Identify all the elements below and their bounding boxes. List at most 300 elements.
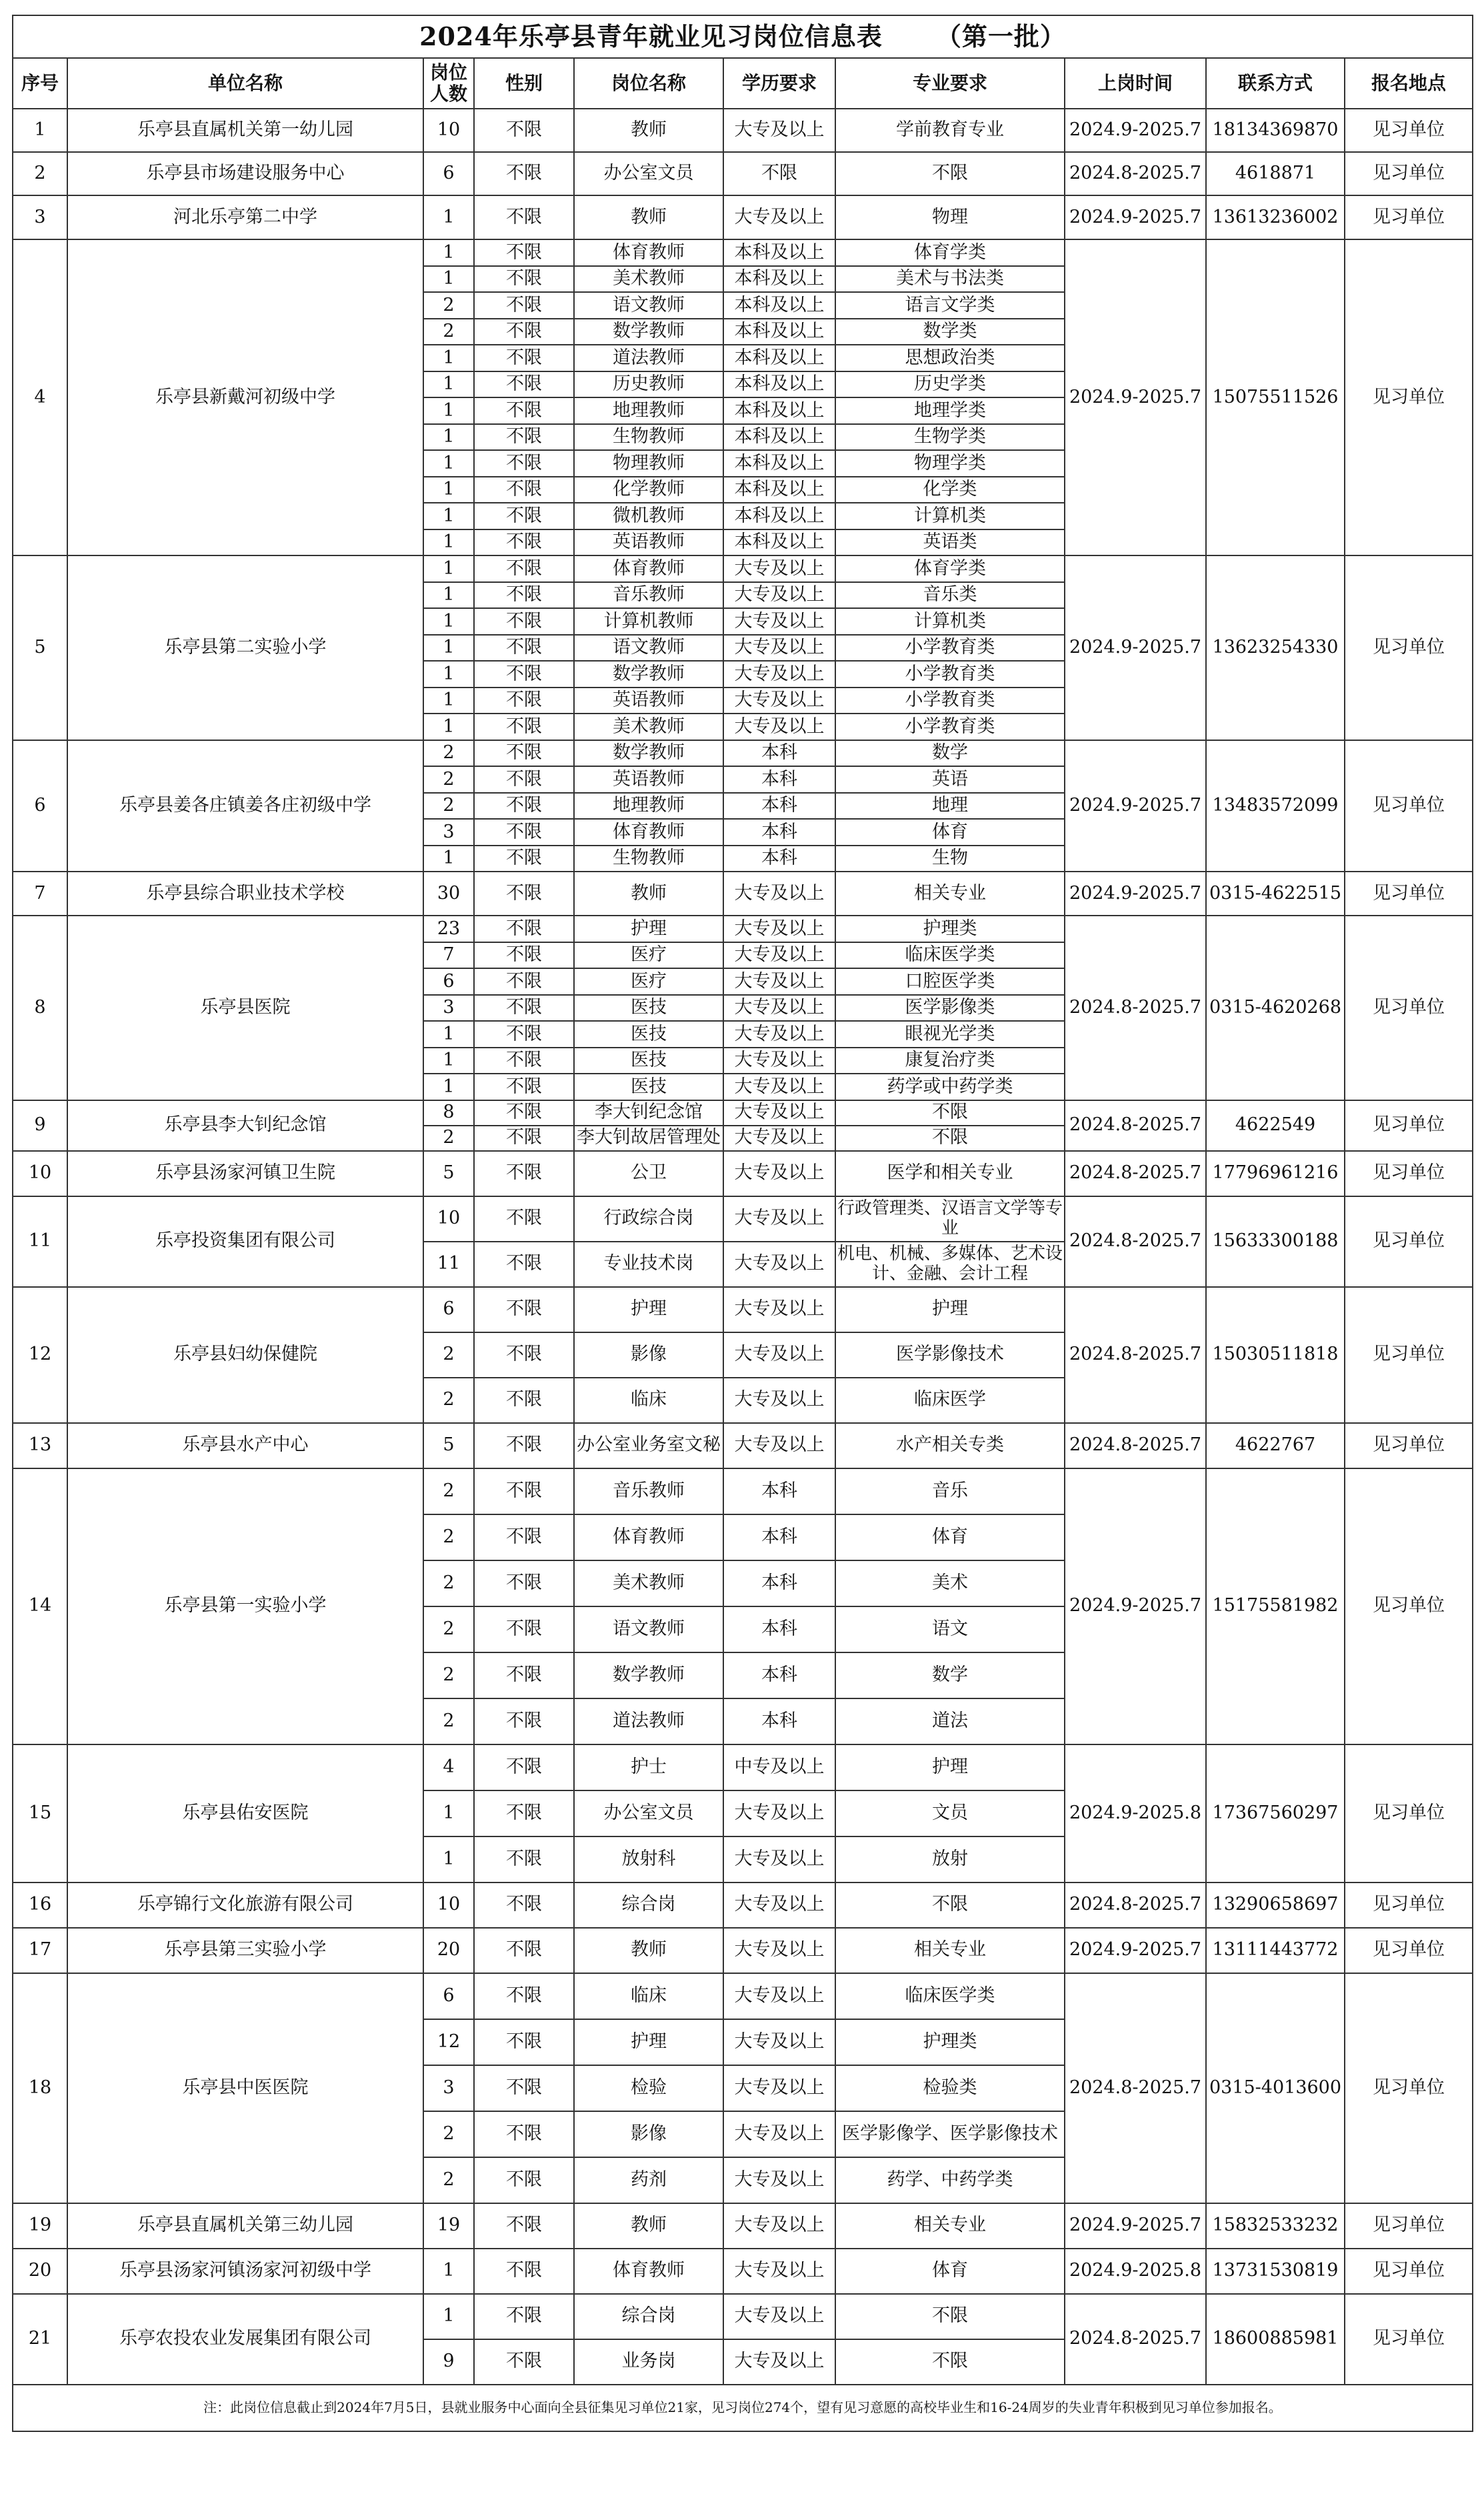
cell-post: 护理 [574,2019,723,2065]
cell-gender: 不限 [474,1074,574,1100]
cell-unit-name: 乐亭县医院 [67,916,423,1100]
cell-gender: 不限 [474,2203,574,2249]
table-row [13,1287,1473,1332]
cell-gender: 不限 [474,529,574,556]
cell-time: 2024.9-2025.7 [1065,2203,1206,2249]
cell-major: 放射 [835,1836,1065,1882]
cell-time: 2024.9-2025.7 [1065,740,1206,872]
cell-place: 见习单位 [1345,740,1473,872]
cell-time: 2024.8-2025.7 [1065,152,1206,195]
header-major: 专业要求 [835,58,1065,109]
cell-count: 2 [423,1560,474,1606]
cell-post: 医技 [574,1074,723,1100]
cell-unit-name: 乐亭县汤家河镇汤家河初级中学 [67,2249,423,2294]
cell-count: 1 [423,239,474,266]
cell-post: 医技 [574,1048,723,1074]
cell-contact: 13623254330 [1206,555,1345,740]
cell-gender: 不限 [474,1378,574,1423]
cell-post: 专业技术岗 [574,1242,723,1287]
cell-major: 不限 [835,152,1065,195]
cell-edu: 本科及以上 [723,450,835,477]
cell-time: 2024.9-2025.7 [1065,195,1206,239]
cell-major: 语言文学类 [835,292,1065,319]
cell-edu: 大专及以上 [723,2157,835,2203]
cell-count: 6 [423,1973,474,2019]
cell-edu: 本科 [723,1606,835,1652]
cell-time: 2024.8-2025.7 [1065,1196,1206,1287]
cell-post: 教师 [574,195,723,239]
cell-gender: 不限 [474,345,574,371]
cell-seq: 10 [13,1151,67,1196]
cell-post: 行政综合岗 [574,1196,723,1242]
cell-count: 12 [423,2019,474,2065]
table-row [13,152,1473,195]
cell-post: 护士 [574,1744,723,1790]
cell-count: 1 [423,450,474,477]
cell-post: 道法教师 [574,1698,723,1744]
cell-edu: 大专及以上 [723,1790,835,1836]
table-row [13,1468,1473,1514]
cell-time: 2024.9-2025.8 [1065,2249,1206,2294]
cell-time: 2024.9-2025.7 [1065,555,1206,740]
cell-major: 体育 [835,819,1065,846]
cell-contact: 4618871 [1206,152,1345,195]
cell-major: 护理 [835,1744,1065,1790]
cell-place: 见习单位 [1345,109,1473,152]
cell-gender: 不限 [474,582,574,609]
cell-count: 1 [423,371,474,398]
cell-major: 水产相关专类 [835,1423,1065,1468]
cell-time: 2024.8-2025.7 [1065,1423,1206,1468]
cell-edu: 大专及以上 [723,1021,835,1048]
cell-time: 2024.8-2025.7 [1065,1100,1206,1151]
cell-unit-name: 乐亭县第三实验小学 [67,1928,423,1973]
cell-post: 办公室文员 [574,1790,723,1836]
cell-gender: 不限 [474,1242,574,1287]
cell-time: 2024.8-2025.7 [1065,916,1206,1100]
cell-post: 李大钊纪念馆 [574,1100,723,1126]
cell-edu: 本科 [723,846,835,872]
cell-edu: 大专及以上 [723,872,835,916]
table-row [13,1973,1473,2019]
cell-major: 小学教育类 [835,688,1065,714]
cell-major: 不限 [835,1100,1065,1126]
cell-seq: 21 [13,2294,67,2385]
cell-unit-name: 河北乐亭第二中学 [67,195,423,239]
cell-seq: 15 [13,1744,67,1882]
cell-gender: 不限 [474,1048,574,1074]
cell-post: 业务岗 [574,2339,723,2385]
cell-major: 医学影像学、医学影像技术 [835,2111,1065,2157]
cell-gender: 不限 [474,635,574,662]
cell-gender: 不限 [474,1196,574,1242]
cell-unit-name: 乐亭农投农业发展集团有限公司 [67,2294,423,2385]
header-unit: 单位名称 [67,58,423,109]
cell-unit-name: 乐亭县直属机关第三幼儿园 [67,2203,423,2249]
cell-post: 影像 [574,2111,723,2157]
cell-edu: 大专及以上 [723,916,835,942]
cell-post: 临床 [574,1973,723,2019]
cell-edu: 大专及以上 [723,1928,835,1973]
cell-place: 见习单位 [1345,152,1473,195]
cell-major: 行政管理类、汉语言文学等专业 [835,1196,1065,1242]
cell-count: 2 [423,1126,474,1151]
cell-place: 见习单位 [1345,1744,1473,1882]
cell-post: 体育教师 [574,2249,723,2294]
cell-post: 生物教师 [574,846,723,872]
cell-time: 2024.9-2025.7 [1065,109,1206,152]
cell-post: 计算机教师 [574,608,723,635]
cell-post: 数学教师 [574,661,723,688]
cell-gender: 不限 [474,1468,574,1514]
cell-unit-name: 乐亭县直属机关第一幼儿园 [67,109,423,152]
table-row [13,195,1473,239]
cell-post: 生物教师 [574,424,723,451]
cell-post: 教师 [574,109,723,152]
cell-edu: 大专及以上 [723,661,835,688]
cell-place: 见习单位 [1345,916,1473,1100]
cell-count: 1 [423,397,474,424]
cell-gender: 不限 [474,450,574,477]
cell-count: 1 [423,195,474,239]
cell-major: 地理 [835,793,1065,820]
cell-edu: 本科 [723,1652,835,1698]
cell-count: 2 [423,1514,474,1560]
cell-gender: 不限 [474,109,574,152]
cell-gender: 不限 [474,846,574,872]
cell-seq: 1 [13,109,67,152]
cell-count: 5 [423,1423,474,1468]
cell-place: 见习单位 [1345,1196,1473,1287]
cell-major: 体育学类 [835,555,1065,582]
cell-gender: 不限 [474,793,574,820]
cell-post: 英语教师 [574,688,723,714]
cell-edu: 不限 [723,152,835,195]
cell-seq: 5 [13,555,67,740]
cell-count: 1 [423,503,474,529]
cell-count: 1 [423,661,474,688]
cell-gender: 不限 [474,1744,574,1790]
cell-seq: 4 [13,239,67,555]
cell-edu: 大专及以上 [723,2065,835,2111]
cell-count: 2 [423,740,474,767]
table-row [13,2203,1473,2249]
cell-edu: 本科及以上 [723,477,835,503]
cell-major: 数学 [835,740,1065,767]
cell-edu: 大专及以上 [723,1048,835,1074]
cell-gender: 不限 [474,239,574,266]
cell-post: 影像 [574,1332,723,1378]
cell-contact: 18134369870 [1206,109,1345,152]
cell-count: 1 [423,714,474,740]
cell-seq: 12 [13,1287,67,1423]
cell-seq: 9 [13,1100,67,1151]
cell-major: 思想政治类 [835,345,1065,371]
cell-major: 计算机类 [835,608,1065,635]
cell-edu: 本科及以上 [723,345,835,371]
cell-post: 数学教师 [574,319,723,345]
cell-major: 机电、机械、多媒体、艺术设计、金融、会计工程 [835,1242,1065,1287]
cell-count: 10 [423,1196,474,1242]
cell-place: 见习单位 [1345,2249,1473,2294]
cell-seq: 7 [13,872,67,916]
cell-post: 音乐教师 [574,582,723,609]
cell-unit-name: 乐亭投资集团有限公司 [67,1196,423,1287]
cell-count: 1 [423,608,474,635]
cell-major: 不限 [835,1882,1065,1928]
cell-edu: 中专及以上 [723,1744,835,1790]
cell-count: 3 [423,819,474,846]
cell-major: 医学影像类 [835,995,1065,1022]
cell-major: 英语类 [835,529,1065,556]
cell-count: 1 [423,266,474,293]
cell-count: 2 [423,1332,474,1378]
cell-edu: 大专及以上 [723,714,835,740]
header-edu: 学历要求 [723,58,835,109]
cell-gender: 不限 [474,1652,574,1698]
cell-post: 医技 [574,1021,723,1048]
cell-post: 化学教师 [574,477,723,503]
cell-unit-name: 乐亭县妇幼保健院 [67,1287,423,1423]
cell-gender: 不限 [474,319,574,345]
cell-major: 美术与书法类 [835,266,1065,293]
cell-time: 2024.8-2025.7 [1065,1287,1206,1423]
cell-edu: 本科及以上 [723,424,835,451]
cell-post: 语文教师 [574,1606,723,1652]
table-row [13,2294,1473,2339]
cell-edu: 大专及以上 [723,555,835,582]
cell-edu: 本科及以上 [723,371,835,398]
cell-major: 药学或中药学类 [835,1074,1065,1100]
cell-contact: 0315-4620268 [1206,916,1345,1100]
table-row [13,1151,1473,1196]
cell-place: 见习单位 [1345,1287,1473,1423]
cell-count: 10 [423,109,474,152]
cell-contact: 13483572099 [1206,740,1345,872]
cell-post: 语文教师 [574,292,723,319]
cell-time: 2024.8-2025.7 [1065,2294,1206,2385]
cell-edu: 大专及以上 [723,688,835,714]
cell-edu: 本科 [723,819,835,846]
cell-unit-name: 乐亭锦行文化旅游有限公司 [67,1882,423,1928]
cell-edu: 大专及以上 [723,1287,835,1332]
footnote: 注：此岗位信息截止到2024年7月5日，县就业服务中心面向全县征集见习单位21家，见习岗位274个，望有见习意愿的高校毕业生和16-24周岁的失业青年积极到见习单位参加报名。 [13,2385,1473,2431]
cell-post: 美术教师 [574,714,723,740]
cell-contact: 13613236002 [1206,195,1345,239]
cell-count: 1 [423,846,474,872]
cell-contact: 15030511818 [1206,1287,1345,1423]
cell-post: 药剂 [574,2157,723,2203]
cell-count: 19 [423,2203,474,2249]
cell-major: 相关专业 [835,872,1065,916]
cell-count: 1 [423,1790,474,1836]
cell-major: 计算机类 [835,503,1065,529]
cell-post: 英语教师 [574,766,723,793]
cell-major: 护理类 [835,2019,1065,2065]
cell-gender: 不限 [474,477,574,503]
cell-gender: 不限 [474,397,574,424]
cell-major: 小学教育类 [835,661,1065,688]
batch-text: （第一批） [935,21,1066,52]
cell-edu: 大专及以上 [723,1100,835,1126]
cell-post: 美术教师 [574,1560,723,1606]
cell-contact: 0315-4622515 [1206,872,1345,916]
job-table-sheet [12,15,1472,2432]
cell-edu: 大专及以上 [723,1378,835,1423]
cell-contact: 4622767 [1206,1423,1345,1468]
cell-count: 1 [423,424,474,451]
cell-contact: 18600885981 [1206,2294,1345,2385]
cell-post: 检验 [574,2065,723,2111]
header-time: 上岗时间 [1065,58,1206,109]
cell-time: 2024.8-2025.7 [1065,1973,1206,2203]
cell-post: 道法教师 [574,345,723,371]
cell-count: 2 [423,2111,474,2157]
cell-count: 2 [423,1606,474,1652]
cell-seq: 16 [13,1882,67,1928]
cell-place: 见习单位 [1345,239,1473,555]
cell-gender: 不限 [474,1151,574,1196]
cell-gender: 不限 [474,292,574,319]
cell-major: 生物学类 [835,424,1065,451]
cell-place: 见习单位 [1345,1973,1473,2203]
cell-major: 护理 [835,1287,1065,1332]
cell-count: 2 [423,793,474,820]
cell-edu: 本科及以上 [723,292,835,319]
cell-edu: 大专及以上 [723,2339,835,2385]
cell-major: 音乐 [835,1468,1065,1514]
table-row [13,1423,1473,1468]
cell-count: 1 [423,2294,474,2339]
cell-unit-name: 乐亭县第一实验小学 [67,1468,423,1744]
cell-count: 11 [423,1242,474,1287]
cell-count: 23 [423,916,474,942]
cell-seq: 3 [13,195,67,239]
table-row [13,1928,1473,1973]
cell-post: 办公室文员 [574,152,723,195]
cell-gender: 不限 [474,1928,574,1973]
cell-contact: 15175581982 [1206,1468,1345,1744]
cell-seq: 8 [13,916,67,1100]
cell-post: 美术教师 [574,266,723,293]
cell-gender: 不限 [474,1423,574,1468]
title-text: 2024年乐亭县青年就业见习岗位信息表 [419,21,883,52]
cell-count: 1 [423,555,474,582]
cell-count: 6 [423,152,474,195]
header-seq: 序号 [13,58,67,109]
cell-post: 办公室业务室文秘 [574,1423,723,1468]
cell-count: 1 [423,1021,474,1048]
cell-unit-name: 乐亭县姜各庄镇姜各庄初级中学 [67,740,423,872]
header-post: 岗位名称 [574,58,723,109]
cell-count: 2 [423,766,474,793]
cell-count: 2 [423,292,474,319]
cell-edu: 大专及以上 [723,1332,835,1378]
cell-edu: 大专及以上 [723,2019,835,2065]
cell-post: 数学教师 [574,1652,723,1698]
header-row [13,58,1473,109]
cell-seq: 19 [13,2203,67,2249]
cell-edu: 本科 [723,1698,835,1744]
cell-major: 道法 [835,1698,1065,1744]
cell-major: 小学教育类 [835,635,1065,662]
cell-edu: 大专及以上 [723,1151,835,1196]
cell-major: 药学、中药学类 [835,2157,1065,2203]
cell-post: 医技 [574,995,723,1022]
cell-post: 英语教师 [574,529,723,556]
header-contact: 联系方式 [1206,58,1345,109]
cell-edu: 大专及以上 [723,1074,835,1100]
cell-place: 见习单位 [1345,1882,1473,1928]
cell-time: 2024.9-2025.7 [1065,1468,1206,1744]
table-row [13,1100,1473,1126]
cell-edu: 大专及以上 [723,582,835,609]
header-count: 岗位人数 [423,58,474,109]
cell-unit-name: 乐亭县水产中心 [67,1423,423,1468]
cell-count: 6 [423,1287,474,1332]
cell-major: 体育 [835,2249,1065,2294]
cell-gender: 不限 [474,916,574,942]
cell-gender: 不限 [474,1287,574,1332]
cell-gender: 不限 [474,1790,574,1836]
cell-post: 微机教师 [574,503,723,529]
cell-post: 医疗 [574,942,723,969]
cell-major: 文员 [835,1790,1065,1836]
cell-major: 生物 [835,846,1065,872]
cell-gender: 不限 [474,942,574,969]
cell-post: 临床 [574,1378,723,1423]
cell-post: 李大钊故居管理处 [574,1126,723,1151]
cell-post: 综合岗 [574,2294,723,2339]
cell-post: 体育教师 [574,1514,723,1560]
cell-edu: 大专及以上 [723,1973,835,2019]
cell-post: 教师 [574,1928,723,1973]
cell-gender: 不限 [474,195,574,239]
cell-count: 4 [423,1744,474,1790]
cell-count: 30 [423,872,474,916]
cell-seq: 11 [13,1196,67,1287]
cell-gender: 不限 [474,1100,574,1126]
cell-time: 2024.9-2025.7 [1065,1928,1206,1973]
cell-gender: 不限 [474,424,574,451]
cell-gender: 不限 [474,1514,574,1560]
table-title [13,15,1473,58]
cell-unit-name: 乐亭县李大钊纪念馆 [67,1100,423,1151]
cell-contact: 13111443772 [1206,1928,1345,1973]
cell-post: 数学教师 [574,740,723,767]
cell-major: 音乐类 [835,582,1065,609]
cell-seq: 13 [13,1423,67,1468]
cell-major: 医学和相关专业 [835,1151,1065,1196]
cell-edu: 本科及以上 [723,529,835,556]
cell-place: 见习单位 [1345,872,1473,916]
cell-seq: 6 [13,740,67,872]
cell-unit-name: 乐亭县综合职业技术学校 [67,872,423,916]
cell-count: 1 [423,529,474,556]
cell-contact: 13290658697 [1206,1882,1345,1928]
cell-count: 2 [423,1652,474,1698]
cell-major: 相关专业 [835,1928,1065,1973]
cell-major: 临床医学类 [835,1973,1065,2019]
cell-time: 2024.8-2025.7 [1065,1151,1206,1196]
cell-edu: 大专及以上 [723,2294,835,2339]
cell-unit-name: 乐亭县佑安医院 [67,1744,423,1882]
cell-count: 7 [423,942,474,969]
cell-gender: 不限 [474,1698,574,1744]
cell-edu: 本科及以上 [723,239,835,266]
cell-major: 不限 [835,1126,1065,1151]
cell-count: 1 [423,582,474,609]
